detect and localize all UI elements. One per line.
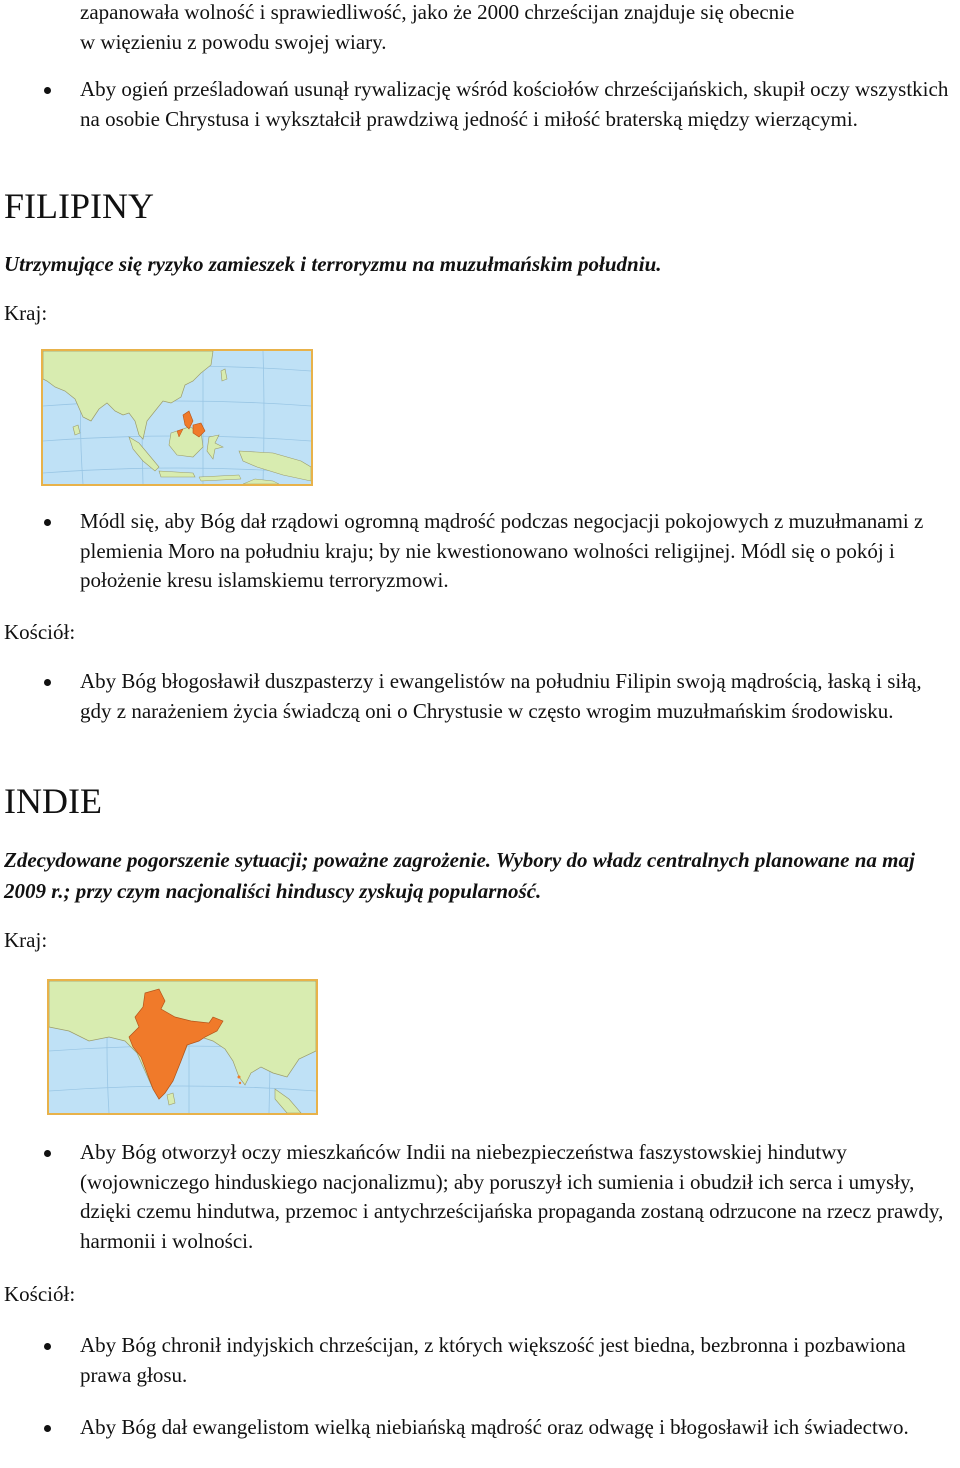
india-country-bullet: Aby Bóg otworzył oczy mieszkańców Indii na niebezpieczeństwa faszystowskiej hindutwy (wojowniczego hinduskiego nacjonalizmu); aby poruszył ich sumienia i obudził ich serca i umysły, dzięki czemu hindutwa, przemoc i antychrześcijańska propaganda zostaną odrzucone na rzecz prawdy, harmonii i wolności. (80, 1140, 944, 1253)
india-church-bullet-2: Aby Bóg dał ewangelistom wielką niebiańską mądrość oraz odwagę i błogosławił ich świadectwo. (80, 1415, 909, 1439)
intro-bullet: Aby ogień prześladowań usunął rywalizację wśród kościołów chrześcijańskich, skupił oczy wszystkich na osobie Chrystusa i wykształcił prawdziwą jedność i miłość braterską między wierzącymi. (80, 77, 949, 131)
section-title-india: INDIE (4, 781, 102, 821)
india-church-bullet-1: Aby Bóg chronił indyjskich chrześcijan, z których większość jest biedna, bezbronna i pozbawiona prawa głosu. (80, 1333, 906, 1387)
bullet-marker (44, 679, 51, 686)
philippines-church-bullet: Aby Bóg błogosławił duszpasterzy i ewangelistów na południu Filipin swoją mądrością, łaską i siłą, gdy z narażeniem życia świadczą oni o Chrystusie w często wrogim muzułmańskim środowisku. (80, 669, 922, 723)
philippines-subtitle: Utrzymujące się ryzyko zamieszek i terroryzmu na muzułmańskim południu. (4, 252, 662, 276)
bullet-marker (44, 1343, 51, 1350)
bullet-marker (44, 519, 51, 526)
philippines-country-label: Kraj: (4, 301, 48, 325)
intro-continuation-line-1: zapanowała wolność i sprawiedliwość, jako że 2000 chrześcijan znajduje się obecnie (80, 0, 795, 24)
india-map-graphic (49, 981, 316, 1113)
section-title-philippines: FILIPINY (4, 186, 154, 226)
intro-continuation (80, 0, 958, 57)
philippines-country-bullet: Módl się, aby Bóg dał rządowi ogromną mądrość podczas negocjacji pokojowych z muzułmanami z plemienia Moro na południu kraju; by nie kwestionowano wolności religijnej. Módl się o pokój i położenie kresu islamskiemu terroryzmowi. (80, 509, 924, 592)
intro-continuation-line-2: w więzieniu z powodu swojej wiary. (80, 29, 387, 54)
india-country-label: Kraj: (4, 928, 48, 952)
bullet-marker (44, 1425, 51, 1432)
philippines-church-label: Kościół: (4, 620, 76, 644)
india-subtitle: Zdecydowane pogorszenie sytuacji; poważne zagrożenie. Wybory do władz centralnych planowane na maj 2009 r.; przy czym nacjonaliści hinduscy zyskują popularność. (4, 848, 915, 903)
india-map (47, 979, 318, 1115)
philippines-map (41, 349, 313, 486)
bullet-marker (44, 1150, 51, 1157)
bullet-marker (44, 87, 51, 94)
philippines-map-graphic (43, 351, 311, 484)
india-church-label: Kościół: (4, 1282, 76, 1306)
